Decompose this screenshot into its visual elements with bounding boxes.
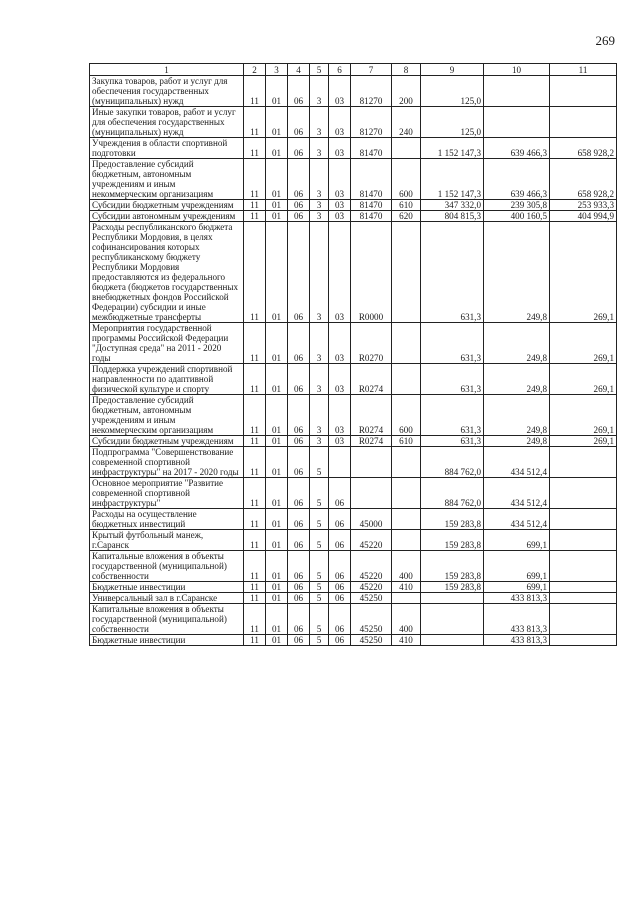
cell-code-7: 81470 (351, 211, 392, 222)
cell-code-4: 06 (288, 200, 310, 211)
cell-value-10: 433 813,3 (484, 593, 550, 604)
cell-code-3: 01 (266, 436, 288, 447)
cell-code-6: 06 (329, 509, 351, 530)
cell-code-5: 3 (310, 395, 329, 436)
cell-code-7: 45250 (351, 604, 392, 635)
cell-code-6: 03 (329, 76, 351, 107)
cell-code-5: 5 (310, 551, 329, 582)
cell-code-4: 06 (288, 551, 310, 582)
table-row (90, 582, 617, 593)
cell-code-5: 3 (310, 323, 329, 364)
cell-code-5: 5 (310, 447, 329, 478)
cell-code-2: 11 (244, 395, 266, 436)
cell-code-5: 5 (310, 582, 329, 593)
cell-code-2: 11 (244, 593, 266, 604)
cell-code-6: 03 (329, 395, 351, 436)
cell-code-5: 5 (310, 604, 329, 635)
cell-code-8 (392, 222, 421, 323)
cell-code-2: 11 (244, 76, 266, 107)
cell-row-name: Подпрограмма "Совершенствование современной спортивной инфраструктуры" на 2017 - 2020 годы (90, 447, 244, 478)
cell-row-name: Иные закупки товаров, работ и услуг для обеспечения государственных (муниципальных) нужд (90, 107, 244, 138)
cell-code-5: 5 (310, 509, 329, 530)
table-row (90, 159, 617, 200)
cell-value-11: 658 928,2 (550, 138, 617, 159)
cell-code-7 (351, 447, 392, 478)
cell-code-2: 11 (244, 364, 266, 395)
cell-code-8: 610 (392, 436, 421, 447)
cell-code-7 (351, 478, 392, 509)
cell-code-8 (392, 138, 421, 159)
cell-value-10 (484, 107, 550, 138)
cell-code-8: 600 (392, 159, 421, 200)
cell-code-3: 01 (266, 509, 288, 530)
cell-code-7: R0274 (351, 436, 392, 447)
cell-code-8 (392, 478, 421, 509)
cell-code-8 (392, 323, 421, 364)
column-header: 7 (351, 64, 392, 76)
cell-code-2: 11 (244, 509, 266, 530)
column-header: 2 (244, 64, 266, 76)
table-row (90, 200, 617, 211)
table-row (90, 478, 617, 509)
cell-code-2: 11 (244, 159, 266, 200)
cell-value-9: 159 283,8 (421, 509, 484, 530)
cell-value-10: 249,8 (484, 222, 550, 323)
cell-code-8: 200 (392, 76, 421, 107)
cell-code-4: 06 (288, 530, 310, 551)
cell-code-8 (392, 447, 421, 478)
cell-code-6 (329, 447, 351, 478)
cell-code-4: 06 (288, 138, 310, 159)
cell-code-4: 06 (288, 447, 310, 478)
cell-value-11: 253 933,3 (550, 200, 617, 211)
cell-code-7: 45250 (351, 593, 392, 604)
cell-code-4: 06 (288, 364, 310, 395)
cell-row-name: Мероприятия государственной программы Российской Федерации "Доступная среда" на 2011 - 2020 годы (90, 323, 244, 364)
cell-row-name: Поддержка учреждений спортивной направленности по адаптивной физической культуре и спорту (90, 364, 244, 395)
cell-value-9 (421, 604, 484, 635)
cell-value-11 (550, 635, 617, 646)
cell-code-5: 3 (310, 107, 329, 138)
cell-row-name: Капитальные вложения в объекты государственной (муниципальной) собственности (90, 551, 244, 582)
cell-code-3: 01 (266, 635, 288, 646)
cell-value-9: 884 762,0 (421, 478, 484, 509)
cell-code-8 (392, 509, 421, 530)
cell-value-10: 433 813,3 (484, 635, 550, 646)
cell-row-name: Основное мероприятие "Развитие современной спортивной инфраструктуры" (90, 478, 244, 509)
cell-code-8: 610 (392, 200, 421, 211)
column-header: 6 (329, 64, 351, 76)
table-row (90, 635, 617, 646)
cell-value-10: 249,8 (484, 364, 550, 395)
cell-code-5: 5 (310, 593, 329, 604)
table-row (90, 395, 617, 436)
table-row (90, 138, 617, 159)
column-header: 4 (288, 64, 310, 76)
cell-code-8: 410 (392, 635, 421, 646)
cell-value-9 (421, 593, 484, 604)
cell-code-6: 06 (329, 604, 351, 635)
cell-value-9: 631,3 (421, 222, 484, 323)
table-row (90, 509, 617, 530)
cell-code-7: 45250 (351, 635, 392, 646)
cell-row-name: Предоставление субсидий бюджетным, автономным учреждениям и иным некоммерческим организациям (90, 395, 244, 436)
cell-code-7: R0270 (351, 323, 392, 364)
cell-value-10: 249,8 (484, 395, 550, 436)
cell-code-2: 11 (244, 604, 266, 635)
cell-code-8: 620 (392, 211, 421, 222)
cell-code-2: 11 (244, 635, 266, 646)
cell-code-3: 01 (266, 447, 288, 478)
cell-code-3: 01 (266, 323, 288, 364)
cell-row-name: Учреждения в области спортивной подготовки (90, 138, 244, 159)
cell-row-name: Расходы республиканского бюджета Республики Мордовия, в целях софинансирования которых республиканскому бюджету Республики Мордовия предоставляются из федерального бюджета (бюджетов государственных внебюджетных фондов Российской Федерации) субсидии и иные межбюджетные трансферты (90, 222, 244, 323)
table-row (90, 364, 617, 395)
cell-code-3: 01 (266, 200, 288, 211)
cell-code-6: 06 (329, 635, 351, 646)
cell-value-11 (550, 604, 617, 635)
cell-value-9: 347 332,0 (421, 200, 484, 211)
cell-code-5: 3 (310, 222, 329, 323)
table-row (90, 323, 617, 364)
cell-value-10: 249,8 (484, 323, 550, 364)
column-header: 5 (310, 64, 329, 76)
cell-code-5: 3 (310, 436, 329, 447)
cell-code-8: 410 (392, 582, 421, 593)
cell-code-4: 06 (288, 222, 310, 323)
cell-code-8: 400 (392, 551, 421, 582)
cell-value-11: 658 928,2 (550, 159, 617, 200)
cell-code-7: 45220 (351, 551, 392, 582)
cell-code-3: 01 (266, 530, 288, 551)
cell-code-2: 11 (244, 447, 266, 478)
cell-code-7: 45220 (351, 582, 392, 593)
cell-value-10: 434 512,4 (484, 447, 550, 478)
cell-value-11 (550, 107, 617, 138)
cell-value-9: 804 815,3 (421, 211, 484, 222)
cell-value-11: 404 994,9 (550, 211, 617, 222)
cell-code-8 (392, 530, 421, 551)
cell-code-7: R0274 (351, 395, 392, 436)
cell-code-6: 03 (329, 138, 351, 159)
cell-row-name: Универсальный зал в г.Саранске (90, 593, 244, 604)
cell-code-2: 11 (244, 211, 266, 222)
table-body (90, 76, 617, 646)
cell-code-8 (392, 364, 421, 395)
cell-row-name: Закупка товаров, работ и услуг для обеспечения государственных (муниципальных) нужд (90, 76, 244, 107)
cell-code-7: 81470 (351, 138, 392, 159)
cell-code-2: 11 (244, 551, 266, 582)
cell-code-5: 5 (310, 530, 329, 551)
cell-value-9: 159 283,8 (421, 551, 484, 582)
cell-code-4: 06 (288, 159, 310, 200)
cell-value-10: 433 813,3 (484, 604, 550, 635)
cell-code-6: 03 (329, 323, 351, 364)
cell-value-9: 631,3 (421, 395, 484, 436)
page-number: 269 (595, 33, 615, 48)
cell-row-name: Крытый футбольный манеж, г.Саранск (90, 530, 244, 551)
cell-code-3: 01 (266, 107, 288, 138)
cell-code-5: 3 (310, 364, 329, 395)
cell-code-2: 11 (244, 323, 266, 364)
cell-code-7: 45220 (351, 530, 392, 551)
cell-code-4: 06 (288, 635, 310, 646)
cell-code-3: 01 (266, 551, 288, 582)
cell-code-7: R0274 (351, 364, 392, 395)
cell-code-6: 03 (329, 222, 351, 323)
cell-value-11 (550, 478, 617, 509)
cell-code-6: 06 (329, 582, 351, 593)
cell-code-6: 06 (329, 551, 351, 582)
cell-code-4: 06 (288, 582, 310, 593)
cell-value-11: 269,1 (550, 222, 617, 323)
cell-code-4: 06 (288, 509, 310, 530)
cell-value-9: 159 283,8 (421, 582, 484, 593)
cell-value-11 (550, 530, 617, 551)
table-row (90, 593, 617, 604)
cell-code-6: 03 (329, 364, 351, 395)
cell-row-name: Предоставление субсидий бюджетным, автономным учреждениям и иным некоммерческим организациям (90, 159, 244, 200)
cell-code-2: 11 (244, 582, 266, 593)
cell-code-3: 01 (266, 364, 288, 395)
cell-code-3: 01 (266, 593, 288, 604)
cell-row-name: Капитальные вложения в объекты государственной (муниципальной) собственности (90, 604, 244, 635)
cell-code-2: 11 (244, 107, 266, 138)
cell-code-4: 06 (288, 323, 310, 364)
cell-code-3: 01 (266, 222, 288, 323)
cell-code-5: 3 (310, 138, 329, 159)
cell-code-2: 11 (244, 222, 266, 323)
table-row (90, 604, 617, 635)
column-header: 1 (90, 64, 244, 76)
cell-code-5: 3 (310, 76, 329, 107)
cell-code-3: 01 (266, 395, 288, 436)
cell-code-7: R0000 (351, 222, 392, 323)
cell-code-7: 81270 (351, 107, 392, 138)
table-row (90, 551, 617, 582)
cell-row-name: Расходы на осуществление бюджетных инвестиций (90, 509, 244, 530)
table-row (90, 107, 617, 138)
cell-value-10: 639 466,3 (484, 138, 550, 159)
cell-code-2: 11 (244, 436, 266, 447)
cell-value-11: 269,1 (550, 395, 617, 436)
table-row (90, 447, 617, 478)
cell-value-10: 434 512,4 (484, 478, 550, 509)
cell-code-8: 400 (392, 604, 421, 635)
cell-value-10: 249,8 (484, 436, 550, 447)
cell-value-10: 639 466,3 (484, 159, 550, 200)
cell-code-2: 11 (244, 200, 266, 211)
cell-code-5: 3 (310, 200, 329, 211)
cell-code-3: 01 (266, 604, 288, 635)
cell-code-6: 06 (329, 478, 351, 509)
cell-code-2: 11 (244, 530, 266, 551)
cell-code-3: 01 (266, 138, 288, 159)
cell-row-name: Бюджетные инвестиции (90, 582, 244, 593)
cell-code-4: 06 (288, 436, 310, 447)
cell-code-3: 01 (266, 582, 288, 593)
cell-code-2: 11 (244, 138, 266, 159)
cell-code-4: 06 (288, 604, 310, 635)
cell-value-9: 125,0 (421, 107, 484, 138)
cell-value-10: 699,1 (484, 582, 550, 593)
cell-code-4: 06 (288, 76, 310, 107)
cell-value-11 (550, 582, 617, 593)
cell-value-11 (550, 76, 617, 107)
table-row (90, 211, 617, 222)
cell-value-9: 631,3 (421, 436, 484, 447)
cell-row-name: Бюджетные инвестиции (90, 635, 244, 646)
cell-value-9: 631,3 (421, 323, 484, 364)
cell-code-7: 81270 (351, 76, 392, 107)
table-row (90, 76, 617, 107)
cell-code-6: 03 (329, 211, 351, 222)
cell-code-4: 06 (288, 107, 310, 138)
column-header: 9 (421, 64, 484, 76)
cell-value-11 (550, 593, 617, 604)
cell-value-9: 884 762,0 (421, 447, 484, 478)
cell-value-11: 269,1 (550, 436, 617, 447)
cell-code-3: 01 (266, 478, 288, 509)
cell-value-9: 1 152 147,3 (421, 159, 484, 200)
column-header: 3 (266, 64, 288, 76)
cell-code-6: 03 (329, 159, 351, 200)
cell-value-9: 631,3 (421, 364, 484, 395)
cell-value-9 (421, 635, 484, 646)
cell-code-6: 06 (329, 530, 351, 551)
cell-value-11 (550, 509, 617, 530)
column-header: 8 (392, 64, 421, 76)
cell-row-name: Субсидии автономным учреждениям (90, 211, 244, 222)
cell-code-8 (392, 593, 421, 604)
cell-row-name: Субсидии бюджетным учреждениям (90, 436, 244, 447)
cell-code-5: 3 (310, 211, 329, 222)
cell-code-7: 81470 (351, 159, 392, 200)
table-row (90, 530, 617, 551)
cell-code-3: 01 (266, 211, 288, 222)
table-header-row (90, 64, 617, 76)
cell-code-6: 03 (329, 107, 351, 138)
cell-value-10: 699,1 (484, 551, 550, 582)
cell-row-name: Субсидии бюджетным учреждениям (90, 200, 244, 211)
cell-value-10 (484, 76, 550, 107)
cell-code-6: 06 (329, 593, 351, 604)
table-row (90, 222, 617, 323)
cell-code-4: 06 (288, 593, 310, 604)
cell-value-9: 159 283,8 (421, 530, 484, 551)
cell-value-9: 125,0 (421, 76, 484, 107)
cell-code-3: 01 (266, 76, 288, 107)
cell-code-5: 3 (310, 159, 329, 200)
cell-code-8: 600 (392, 395, 421, 436)
cell-code-7: 81470 (351, 200, 392, 211)
column-header: 10 (484, 64, 550, 76)
cell-value-10: 699,1 (484, 530, 550, 551)
cell-code-4: 06 (288, 478, 310, 509)
cell-value-10: 434 512,4 (484, 509, 550, 530)
cell-code-2: 11 (244, 478, 266, 509)
cell-code-4: 06 (288, 395, 310, 436)
cell-code-8: 240 (392, 107, 421, 138)
cell-value-10: 400 160,5 (484, 211, 550, 222)
cell-code-4: 06 (288, 211, 310, 222)
cell-code-5: 5 (310, 635, 329, 646)
column-header: 11 (550, 64, 617, 76)
table-row (90, 436, 617, 447)
cell-value-11: 269,1 (550, 323, 617, 364)
cell-value-10: 239 305,8 (484, 200, 550, 211)
cell-value-11 (550, 447, 617, 478)
cell-code-6: 03 (329, 200, 351, 211)
cell-value-11: 269,1 (550, 364, 617, 395)
cell-code-3: 01 (266, 159, 288, 200)
budget-table (89, 63, 617, 646)
cell-code-6: 03 (329, 436, 351, 447)
cell-code-5: 5 (310, 478, 329, 509)
cell-code-7: 45000 (351, 509, 392, 530)
cell-value-11 (550, 551, 617, 582)
cell-value-9: 1 152 147,3 (421, 138, 484, 159)
